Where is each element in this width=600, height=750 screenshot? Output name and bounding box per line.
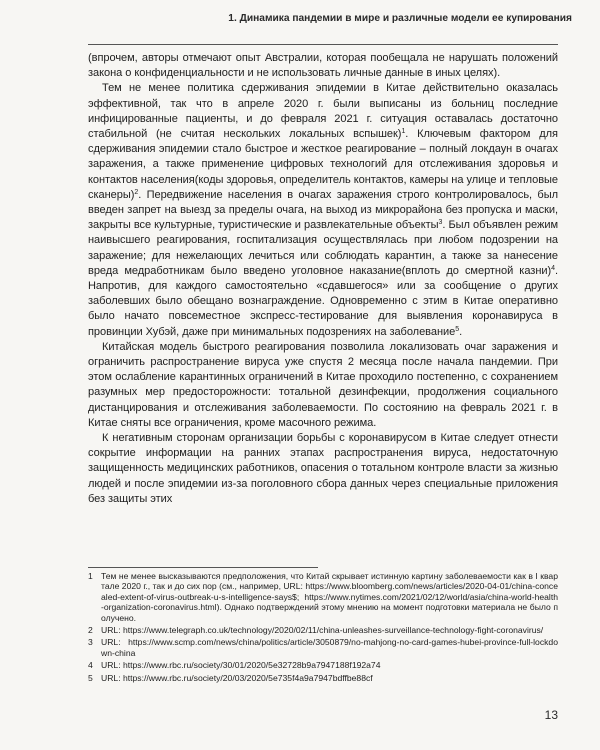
footnote-ref-2[interactable]: 2	[134, 188, 139, 196]
main-text	[88, 51, 558, 507]
footnotes	[88, 571, 558, 685]
footnote-1	[88, 571, 558, 623]
paragraph-2-part-d: . Был объявлен режим наивысшего реагирования, госпитализация осуществлялась при любом подозрении на заражение; для нежелающих лечиться или соблюдать карантин, а также за нанесение вреда медработникам было введено уголовное наказание(вплоть до смертной казни)	[88, 219, 559, 277]
paragraph-3: Китайская модель быстрого реагирования позволила локализовать очаг заражения и ограничить распространение вируса уже спустя 2 месяца после начала пандемии. При этом ослабление карантинных ограничений в Китае проходило постепенно, с сохранением разумных мер предосторожности: тотальной дезинфекции, продолжения социального дистанцирования и отслеживания заболеваемости. По состоянию на февраль 2021 г. в Китае сняты все ограничения, кроме масочного режима.	[88, 340, 558, 429]
footnote-number: 5	[88, 672, 93, 683]
footnote-link-text[interactable]: URL: https://www.rbc.ru/society/30/01/2020/5e32728b9a7947188f192a74	[101, 660, 381, 671]
footnote-number: 2	[88, 625, 93, 636]
paragraph-1: (впрочем, авторы отмечают опыт Австралии, которая пообещала не нарушать положений закона о конфиденциальности и не использовать личные данные в иных целях).	[88, 52, 558, 80]
footnote-5	[88, 673, 558, 683]
footnote-link-text[interactable]: URL: https://www.telegraph.co.uk/technology/2020/02/11/china-unleashes-surveillance-technology-fight-coronavirus/	[101, 625, 544, 636]
footnote-link-text[interactable]: URL: https://www.scmp.com/news/china/politics/article/3050879/no-mahjong-no-card-games-hubei-province-full-lockdown-china	[101, 637, 558, 658]
running-header: 1. Динамика пандемии в мире и различные модели ее купирования	[228, 13, 572, 24]
footnote-number: 4	[88, 660, 93, 671]
paragraph-2-part-c: . Передвижение населения в очагах заражения строго контролировалось, был введен запрет на выезд за пределы очага, на выход из микрорайона без пропуска и маски, закрыты все культурные, туристические и развлекательные объекты	[88, 188, 558, 232]
paragraph-2-part-a: Тем не менее политика сдерживания эпидемии в Китае действительно оказалась эффективной, так что в апреле 2020 г. были выписаны из больниц последние инфицированные пациенты, и до февраля 2021 г. ситуация оставалась достаточно стабильной (не считая нескольких локальных вспышек)	[88, 82, 558, 141]
footnote-divider	[88, 567, 318, 568]
footnote-3	[88, 637, 558, 658]
footnote-text: Тем не менее высказываются предположения, что Китай скрывает истинную картину заболеваемости как в I квартале 2020 г., так и до сих пор (см., например, URL: https://www.bloomberg.com/news/articles/2020-04-01/china-concealed-extent-of-virus-outbreak-u-s-intelligence-says$; https://www.nytimes.com/2021/02/12/world/asia/china-world-health-organization-coronavirus.html). Однако подтверждений этому мнению на момент подготовки материала не было получено.	[101, 571, 558, 623]
footnote-number: 3	[88, 637, 93, 648]
paragraph-2-part-b: . Ключевым фактором для сдерживания эпидемии стало быстрое и жесткое реагирование – полный локдаун в очагах заражения, а также применение цифровых технологий для отслеживания здоровья и контактов населения(коды здоровья, определитель контактов, камеры на улице и тепловые сканеры)	[88, 128, 558, 201]
footnote-ref-3[interactable]: 3	[438, 219, 443, 227]
footnote-4	[88, 660, 558, 670]
footnote-ref-1[interactable]: 1	[401, 128, 406, 136]
footnote-number: 1	[88, 571, 93, 581]
footnote-2	[88, 625, 558, 635]
page-number: 13	[544, 708, 558, 722]
footnote-ref-4[interactable]: 4	[551, 264, 555, 272]
header-divider	[88, 44, 558, 45]
paragraph-2-part-f: .	[459, 325, 463, 338]
paragraph-2-part-e: . Напротив, для каждого самостоятельно «сдавшегося» или за сообщение о других заболевших было обещано вознаграждение. Одновременно с этим в Китае оперативно было начато повсеместное экспресс-тестирование для выявления коронавируса в провинции Хубэй, даже при минимальных подозрениях на заболевание	[88, 264, 558, 338]
paragraph-4: К негативным сторонам организации борьбы с коронавирусом в Китае следует отнести сокрытие информации на ранних этапах распространения вируса, недостаточную защищенность медицинских работников, опасения о тотальном контроле власти за жизнью людей и после эпидемии из-за поголовного сбора данных через специальные приложения без защиты этих	[88, 432, 558, 505]
footnote-ref-5[interactable]: 5	[455, 325, 460, 333]
paragraph-2	[88, 81, 558, 339]
footnote-link-text[interactable]: URL: https://www.rbc.ru/society/20/03/2020/5e735f4a9a7947bdffbe88cf	[101, 672, 373, 683]
